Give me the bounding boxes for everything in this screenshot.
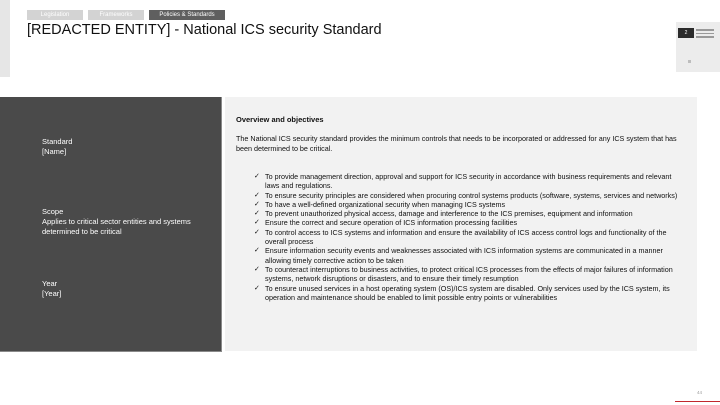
scope-value: Applies to critical sector entities and systems determined to be critical: [42, 217, 191, 236]
objective-item: ✓ To ensure unused services in a host operating system (OS)/ICS system are disabled. Only services used by the ICS system, its operation and maintenance should be enabled to limit possible entry points or vulnerabilities: [254, 284, 682, 303]
objective-item: ✓ To have a well-defined organizational security when managing ICS systems: [254, 200, 682, 209]
objective-item: ✓ Ensure the correct and secure operation of ICS information processing facilities: [254, 218, 682, 227]
logo-mark: 2: [678, 28, 694, 38]
year-field: [42, 279, 61, 299]
objective-item: ✓ To control access to ICS systems and information and ensure the availability of ICS access control logs and functionality of the overall process: [254, 228, 682, 247]
left-edge-strip: [0, 0, 10, 77]
objective-item: ✓ To provide management direction, approval and support for ICS security in accordance with business requirements and relevant laws and regulations.: [254, 172, 682, 191]
overview-intro: The National ICS security standard provides the minimum controls that needs to be incorporated or addressed for any ICS system that has been determined to be critical.: [236, 134, 677, 153]
year-value: [Year]: [42, 289, 62, 298]
standard-label: Standard: [42, 137, 73, 146]
accent-rule: [675, 401, 720, 402]
tab-legislation[interactable]: Legislation: [27, 10, 83, 20]
scope-field: [42, 207, 192, 237]
tab-frameworks[interactable]: Frameworks: [88, 10, 144, 20]
objective-item: ✓ To counteract interruptions to business activities, to protect critical ICS processes from the effects of major failures of information systems, network disruptions or disasters, and to ensure their timely resumption: [254, 265, 682, 284]
scope-label: Scope: [42, 207, 64, 216]
page-title: [REDACTED ENTITY] - National ICS security Standard: [27, 22, 382, 38]
objective-item: ✓ To prevent unauthorized physical access, damage and interference to the ICS premises, equipment and information: [254, 209, 682, 218]
tab-policies-standards[interactable]: Policies & Standards: [149, 10, 225, 20]
standard-details-panel: [0, 97, 222, 352]
objective-item: ✓ Ensure information security events and weaknesses associated with ICS information systems are communicated in a manner allowing timely corrective action to be taken: [254, 246, 682, 265]
logo: [676, 22, 720, 72]
page-number: 44: [697, 390, 703, 395]
objective-item: ✓ To ensure security principles are considered when procuring control systems products (software, systems, services and networks): [254, 191, 682, 200]
section-tabs: [27, 10, 225, 20]
logo-dot: [688, 60, 691, 63]
overview-heading: Overview and objectives: [236, 115, 324, 124]
standard-value: [Name]: [42, 147, 67, 156]
year-label: Year: [42, 279, 58, 288]
standard-field: [42, 137, 72, 157]
overview-panel: [225, 97, 697, 351]
objectives-list: [254, 172, 682, 302]
logo-wordmark: [696, 29, 714, 40]
